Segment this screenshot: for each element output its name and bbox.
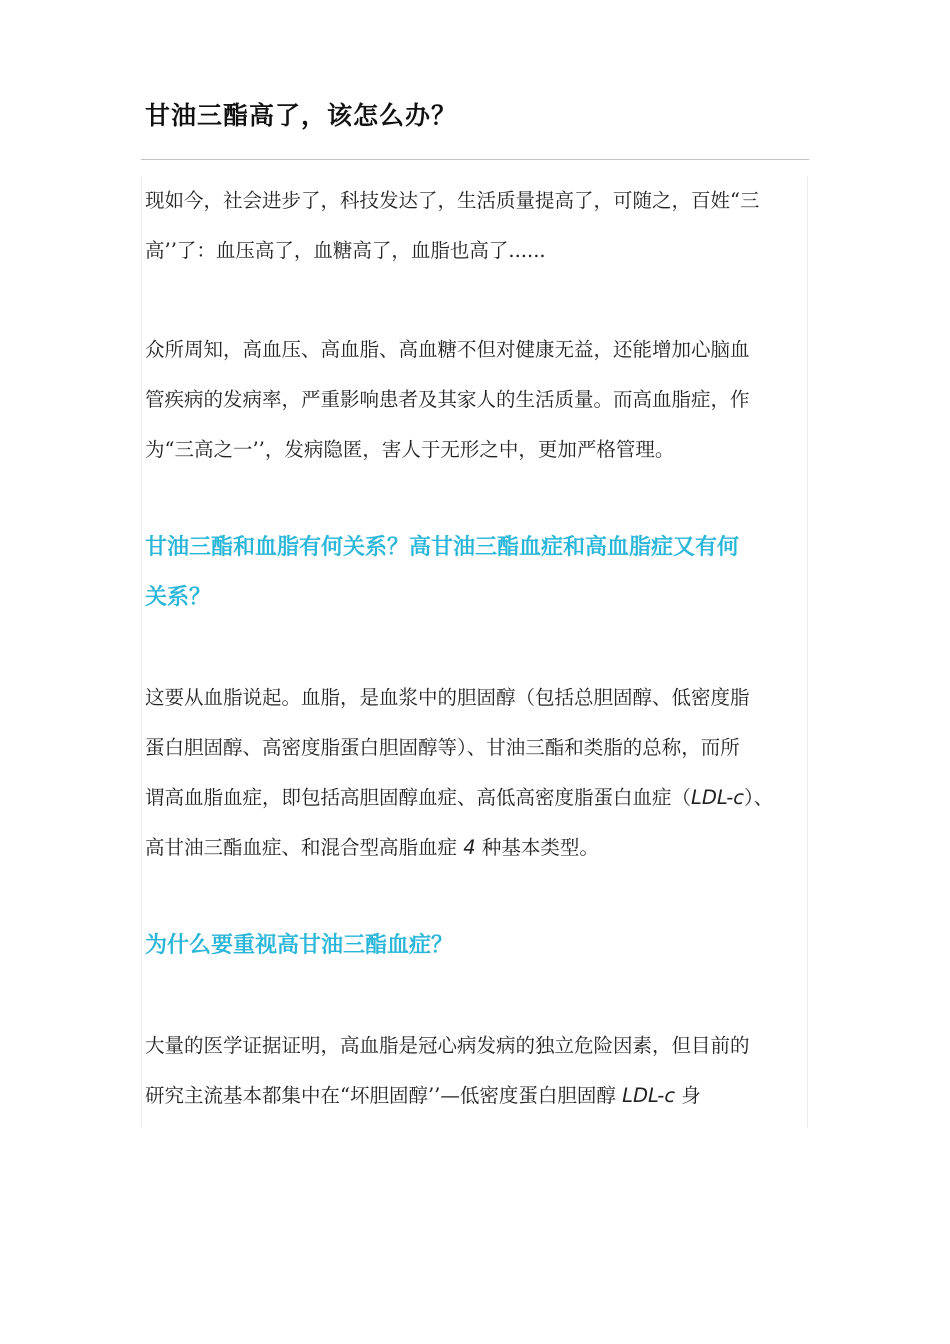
content-frame xyxy=(141,176,808,1128)
heading-line: 甘油三酯和血脂有何关系？高甘油三酯血症和高血脂症又有何 xyxy=(145,534,740,560)
paragraph-line: 管疾病的发病率，严重影响患者及其家人的生活质量。而高血脂症，作 xyxy=(145,388,750,411)
text-run: 高甘油三酯血症、和混合型高脂血症 xyxy=(145,836,464,859)
paragraph-line: 大量的医学证据证明，高血脂是冠心病发病的独立危险因素，但目前的 xyxy=(145,1034,750,1057)
text-run: 研究主流基本都集中在“坏胆固醇’’—低密度蛋白胆固醇 xyxy=(145,1084,623,1107)
article-title: 甘油三酯高了，该怎么办？ xyxy=(145,101,458,130)
paragraph-line xyxy=(145,773,817,823)
ldl-c-term: LDL-c xyxy=(691,786,745,809)
paragraph-intro xyxy=(145,176,817,276)
paragraph-evidence xyxy=(145,1021,817,1121)
number-four: 4 xyxy=(463,836,476,859)
section-heading-relationship xyxy=(145,522,817,622)
text-run: 谓高血脂血症，即包括高胆固醇血症、高低高密度脂蛋白血症（ xyxy=(145,786,692,809)
paragraph-explanation xyxy=(145,673,817,873)
title-divider xyxy=(141,159,809,160)
paragraph-line xyxy=(145,1071,817,1121)
paragraph-line: 众所周知，高血压、高血脂、高血糖不但对健康无益，还能增加心脑血 xyxy=(145,338,750,361)
text-run: ）、 xyxy=(744,786,774,809)
section-heading-importance: 为什么要重视高甘油三酯血症？ xyxy=(145,932,454,958)
text-run: 身 xyxy=(675,1084,701,1107)
ldl-c-term: LDL-c xyxy=(622,1084,676,1107)
heading-line: 关系？ xyxy=(145,584,212,610)
paragraph-line xyxy=(145,823,817,873)
paragraph-overview xyxy=(145,325,817,475)
paragraph-line: 高’’了：血压高了，血糖高了，血脂也高了...... xyxy=(145,239,546,262)
paragraph-line: 现如今，社会进步了，科技发达了，生活质量提高了，可随之，百姓“三 xyxy=(145,189,760,212)
paragraph-line: 蛋白胆固醇、高密度脂蛋白胆固醇等）、甘油三酯和类脂的总称，而所 xyxy=(145,736,740,759)
paragraph-line: 为“三高之一’’，发病隐匿，害人于无形之中，更加严格管理。 xyxy=(145,438,675,461)
text-run: 种基本类型。 xyxy=(475,836,599,859)
paragraph-line: 这要从血脂说起。血脂，是血浆中的胆固醇（包括总胆固醇、低密度脂 xyxy=(145,686,750,709)
